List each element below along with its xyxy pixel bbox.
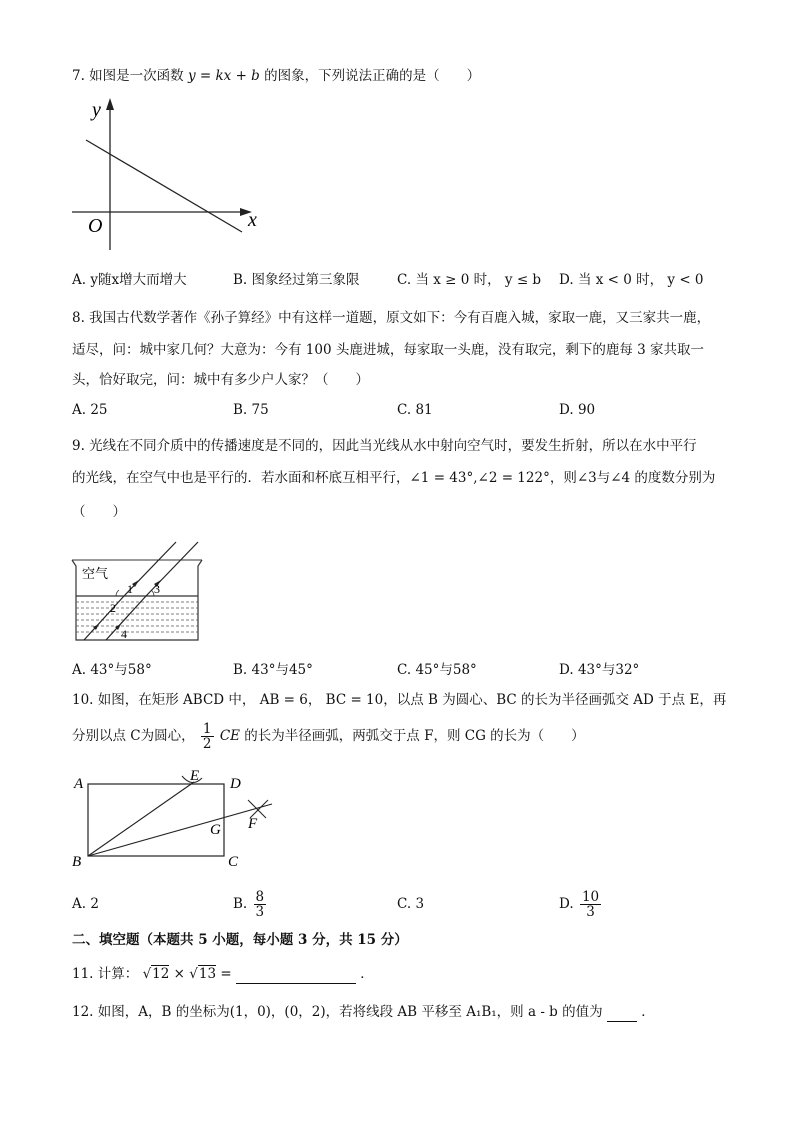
q7-stem-tail: 的图象，下列说法正确的是（ ） [264, 68, 481, 84]
q8-option-c [397, 400, 433, 420]
q8-option-d-letter: D. [559, 402, 574, 418]
q9-line2: 的光线，在空气中也是平行的．若水面和杯底互相平行，∠1 = 43°,∠2 = 122°，则∠3与∠4 的度数分别为 [72, 470, 716, 486]
q11-period: ． [360, 966, 374, 982]
q10-option-d-numerator: 10 [581, 889, 600, 905]
q10-option-b-letter: B. [233, 896, 248, 912]
q7-option-d-letter: D. [559, 272, 574, 288]
q11-line [72, 964, 754, 984]
q9-line1: 9. 光线在不同介质中的传播速度是不同的，因此当光线从水中射向空气时，要发生折射，所以在水中平行 [72, 438, 697, 454]
q10-label-e: E [190, 768, 200, 784]
q9-option-a-text: 43°与58° [90, 662, 152, 678]
q11-prefix: 11. 计算： [72, 966, 139, 982]
q9-option-d-text: 43°与32° [577, 662, 640, 678]
q10-option-b-numerator: 8 [255, 889, 265, 905]
q10-line2-head: 分别以点 C为圆心， [72, 728, 195, 744]
q7-y-arrow [106, 98, 114, 110]
q11-radicand-2: 13 [198, 966, 217, 982]
q10-option-d-denominator: 3 [586, 904, 595, 920]
q8-line2: 适尽，问：城中家几何？大意为：今有 100 头鹿进城，每家取一头鹿，没有取完，剩下的鹿每 3 家共取一 [72, 342, 705, 358]
q8-option-a [72, 400, 108, 420]
q11-times: × [173, 966, 185, 982]
q10-label-g: G [210, 822, 221, 838]
q10-ce: CE [219, 728, 240, 744]
q10-option-d-letter: D. [559, 896, 574, 912]
q7-figure [68, 96, 268, 256]
q7-option-c-text: 当 x ≥ 0 时， y ≤ b [415, 272, 542, 288]
q8-line1: 8. 我国古代数学著作《孙子算经》中有这样一道题，原文如下：今有百鹿入城，家取一鹿，又三家共一鹿， [72, 310, 711, 326]
q9-option-c-text: 45°与58° [415, 662, 477, 678]
q7-x-label: x [248, 209, 257, 231]
q10-segment-bf [88, 804, 272, 856]
q8-option-a-text: 25 [90, 402, 108, 418]
q9-figure [70, 538, 210, 648]
q8-option-b-letter: B. [233, 402, 248, 418]
q10-label-f: F [248, 816, 258, 832]
q7-stem-text: 7. 如图是一次函数 [72, 68, 184, 84]
q10-label-b: B [72, 854, 82, 870]
q10-line1: 10. 如图，在矩形 ABCD 中， AB = 6， BC = 10，以点 B 为圆心、BC 的长为半径画弧交 AD 于点 E，再 [72, 692, 727, 708]
q10-frac-denominator: 2 [202, 736, 212, 752]
q7-y-label: y [92, 99, 101, 121]
q12-period: ． [641, 1004, 655, 1020]
q7-option-c [397, 270, 541, 290]
q10-line2-tail: 的长为半径画弧，两弧交于点 F，则 CG 的长为（ ） [244, 728, 585, 744]
q9-option-c [397, 660, 477, 680]
q9-angle-2-label: 2 [110, 601, 116, 615]
q9-option-a-letter: A. [72, 662, 87, 678]
q8-option-c-text: 81 [415, 402, 433, 418]
q7-option-a-text: y随x增大而增大 [90, 272, 187, 288]
q10-half-fraction [201, 722, 214, 751]
q9-option-c-letter: C. [397, 662, 412, 678]
q7-option-c-letter: C. [397, 272, 412, 288]
q11-sqrt-2: √13 [189, 966, 217, 982]
q7-option-d-text: 当 x < 0 时， y < 0 [577, 272, 704, 288]
q9-angle-1-label: 1 [127, 582, 133, 596]
q7-option-b-text: 图象经过第三象限 [251, 272, 360, 288]
q11-equals: = [220, 966, 232, 982]
q10-label-a: A [74, 776, 84, 792]
q8-option-d [559, 400, 595, 420]
q10-option-d-fraction [580, 890, 601, 919]
q9-option-d-letter: D. [559, 662, 574, 678]
q11-radicand-1: 12 [152, 966, 170, 982]
q7-option-b [233, 270, 360, 290]
q10-option-c-text: 3 [415, 896, 425, 912]
q9-angle-4-label: 4 [121, 627, 127, 641]
q10-figure [70, 766, 290, 876]
q9-air-label: 空气 [82, 567, 109, 582]
q10-rectangle [88, 784, 224, 856]
q11-answer-blank[interactable] [236, 967, 356, 984]
q9-angle-arc-1 [116, 590, 119, 596]
q9-option-d [559, 660, 639, 680]
q10-option-a-text: 2 [90, 896, 99, 912]
q8-option-b-text: 75 [251, 402, 269, 418]
q12-answer-blank[interactable] [607, 1005, 637, 1022]
q10-option-c [397, 894, 424, 914]
q10-line2 [72, 718, 754, 754]
q7-option-b-letter: B. [233, 272, 248, 288]
q10-option-b-denominator: 3 [255, 904, 265, 920]
q9-ray1-water [84, 596, 124, 640]
q10-option-a-letter: A. [72, 896, 87, 912]
q10-option-c-letter: C. [397, 896, 412, 912]
q10-option-b [233, 884, 268, 924]
q9-option-b-text: 43°与45° [251, 662, 313, 678]
q10-option-b-fraction [254, 890, 267, 919]
q9-option-b-letter: B. [233, 662, 248, 678]
q10-label-c: C [228, 854, 239, 870]
section-2-title: 二、填空题（本题共 5 小题，每小题 3 分，共 15 分） [72, 932, 408, 948]
q7-option-d [559, 270, 704, 290]
q11-sqrt-1: √12 [142, 966, 170, 982]
q10-option-d [559, 884, 603, 924]
q9-option-b [233, 660, 313, 680]
q9-angle-3-label: 3 [154, 582, 160, 596]
q8-line3: 头，恰好取完，问：城中有多少户人家？（ ） [72, 372, 369, 388]
q7-option-a [72, 270, 187, 290]
q7-option-a-letter: A. [72, 272, 87, 288]
q10-option-a [72, 894, 99, 914]
q7-stem [72, 66, 754, 86]
q10-label-d: D [230, 776, 241, 792]
q12-text: 12. 如图，A，B 的坐标为(1，0)，(0，2)，若将线段 AB 平移至 A₁B₁，则 a - b 的值为 [72, 1004, 603, 1020]
q8-option-d-text: 90 [577, 402, 596, 418]
q9-line3: （ ） [72, 504, 126, 520]
q7-origin-label: O [88, 215, 103, 237]
q8-option-a-letter: A. [72, 402, 87, 418]
q10-segment-be [88, 782, 194, 856]
q8-option-b [233, 400, 269, 420]
q8-option-c-letter: C. [397, 402, 412, 418]
q12-line [72, 1002, 754, 1022]
q10-frac-numerator: 1 [202, 721, 212, 737]
q9-option-a [72, 660, 152, 680]
q7-formula: y = kx + b [187, 68, 260, 84]
